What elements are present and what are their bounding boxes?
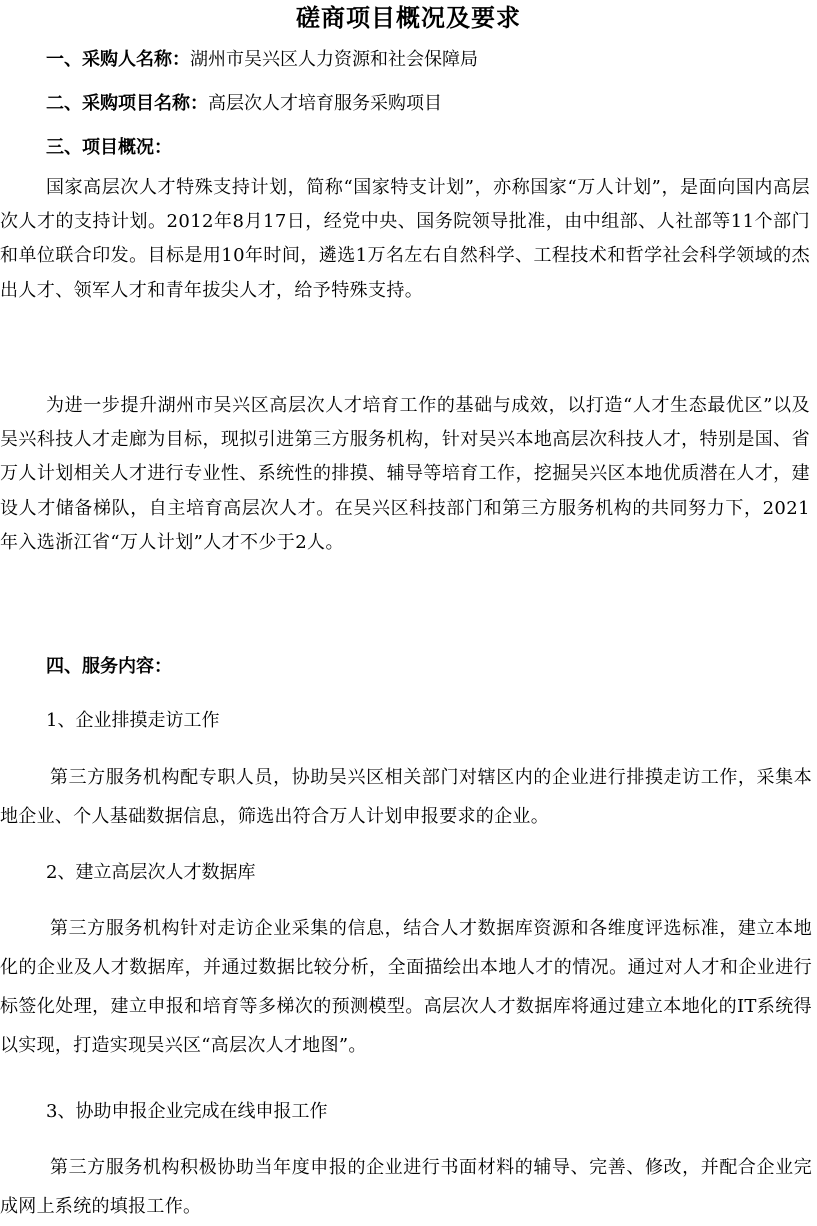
project-name-label: 二、采购项目名称： <box>46 93 208 114</box>
service-item-2-text: 第三方服务机构针对走访企业采集的信息，结合人才数据库资源和各维度评选标准，建立本地化的企业及人才数据库，并通过数据比较分析，全面描绘出本地人才的情况。通过对人才和企业进行标签化处理，建立申报和培育等多梯次的预测模型。高层次人才数据库将通过建立本地化的IT系统得以实现，打造实现吴兴区“高层次人才地图”。 <box>0 918 812 1056</box>
purchaser-value: 湖州市吴兴区人力资源和社会保障局 <box>190 49 478 70</box>
overview-paragraph-1: 国家高层次人才特殊支持计划，简称“国家特支计划”，亦称国家“万人计划”，是面向国内高层次人才的支持计划。2012年8月17日，经党中央、国务院领导批准，由中组部、人社部等11个部门和单位联合印发。目标是用10年时间，遴选1万名左右自然科学、工程技术和哲学社会科学领域的杰出人才、领军人才和青年拔尖人才，给予特殊支持。 <box>0 177 810 301</box>
overview-heading <box>46 133 172 163</box>
project-name-value: 高层次人才培育服务采购项目 <box>208 93 442 114</box>
service-item-3-text: 第三方服务机构积极协助当年度申报的企业进行书面材料的辅导、完善、修改，并配合企业完成网上系统的填报工作。 <box>0 1157 812 1217</box>
service-content-label: 四、服务内容： <box>46 656 172 677</box>
service-item-3-heading: 3、协助申报企业完成在线申报工作 <box>46 1101 328 1122</box>
document-title: 磋商项目概况及要求 <box>296 3 521 32</box>
service-item-2-heading: 2、建立高层次人才数据库 <box>46 862 256 883</box>
service-item-1-heading: 1、企业排摸走访工作 <box>46 710 220 731</box>
project-name-line <box>46 89 442 119</box>
purchaser-label: 一、采购人名称： <box>46 49 190 70</box>
purchaser-line <box>46 45 478 75</box>
service-item-1-text: 第三方服务机构配专职人员，协助吴兴区相关部门对辖区内的企业进行排摸走访工作，采集本地企业、个人基础数据信息，筛选出符合万人计划申报要求的企业。 <box>0 767 812 827</box>
overview-label: 三、项目概况： <box>46 137 172 158</box>
overview-paragraph-2: 为进一步提升湖州市吴兴区高层次人才培育工作的基础与成效，以打造“人才生态最优区”以及吴兴科技人才走廊为目标，现拟引进第三方服务机构，针对吴兴本地高层次科技人才，特别是国、省万人计划相关人才进行专业性、系统性的排摸、辅导等培育工作，挖掘吴兴区本地优质潜在人才，建设人才储备梯队，自主培育高层次人才。在吴兴区科技部门和第三方服务机构的共同努力下，2021年入选浙江省“万人计划”人才不少于2人。 <box>0 395 810 553</box>
service-content-heading <box>46 652 172 682</box>
